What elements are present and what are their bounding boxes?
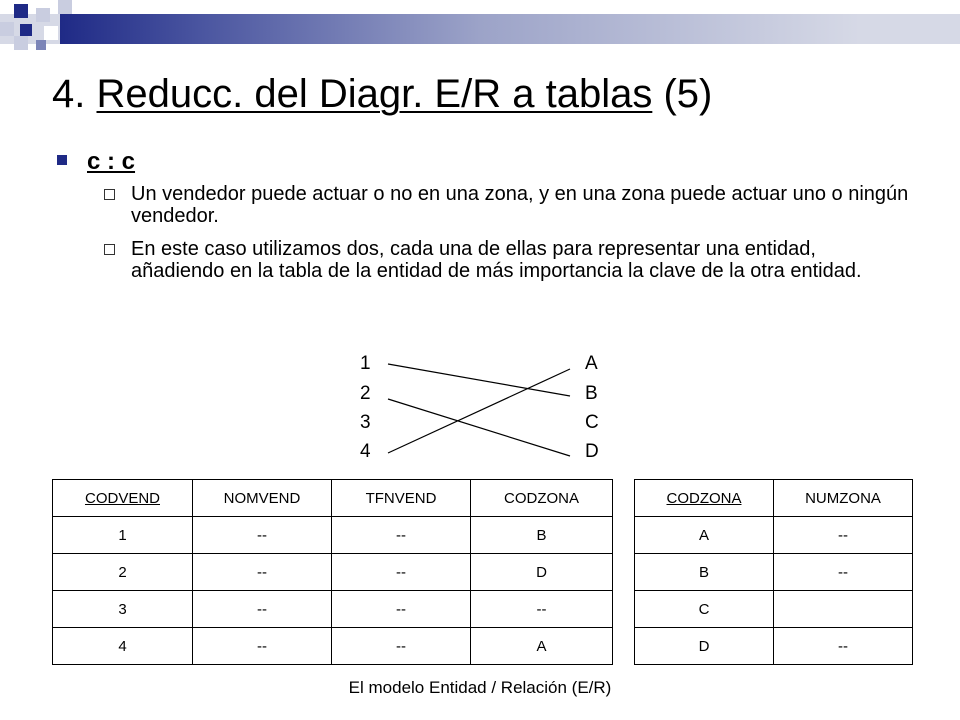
table-cell: -- — [332, 517, 471, 554]
link-1-B — [388, 364, 570, 396]
sub-bullet-text: Un vendedor puede actuar o no en una zona, y en una zona puede actuar uno o ningún vendedor. — [131, 183, 909, 227]
table-header-cell: TFNVEND — [332, 480, 471, 517]
table-row — [53, 591, 613, 628]
sub-bullet-text: En este caso utilizamos dos, cada una de ellas para representar una entidad, añadiendo en la tabla de la entidad de más importancia la clave de la otra entidad. — [131, 238, 862, 282]
zona-table — [634, 479, 913, 665]
map-left-item: 2 — [360, 383, 371, 404]
table-header-row — [635, 480, 913, 517]
map-right-item: C — [585, 412, 599, 433]
table-row — [635, 591, 913, 628]
table-cell: B — [471, 517, 613, 554]
table-cell: -- — [193, 591, 332, 628]
table-cell: 4 — [53, 628, 193, 665]
table-cell: -- — [332, 628, 471, 665]
table-cell: 3 — [53, 591, 193, 628]
table-row — [53, 517, 613, 554]
table-cell: A — [471, 628, 613, 665]
table-cell: -- — [332, 554, 471, 591]
map-left-item: 4 — [360, 441, 371, 462]
table-cell: -- — [471, 591, 613, 628]
table-cell: A — [635, 517, 774, 554]
table-row — [53, 628, 613, 665]
table-header-cell: NUMZONA — [774, 480, 913, 517]
table-cell: -- — [193, 554, 332, 591]
table-header-cell: NOMVEND — [193, 480, 332, 517]
table-cell: -- — [193, 517, 332, 554]
table-header-cell: CODZONA — [471, 480, 613, 517]
map-left-item: 3 — [360, 412, 371, 433]
table-header-row — [53, 480, 613, 517]
table-cell: -- — [193, 628, 332, 665]
table-cell: -- — [774, 554, 913, 591]
table-row — [53, 554, 613, 591]
table-cell: C — [635, 591, 774, 628]
table-row — [635, 554, 913, 591]
link-4-A — [388, 369, 570, 453]
title-main: Reducc. del Diagr. E/R a tablas — [96, 72, 653, 116]
table-row — [635, 628, 913, 665]
map-right-item: D — [585, 441, 599, 462]
bullet-heading-text: c : c — [87, 148, 136, 175]
table-cell: 1 — [53, 517, 193, 554]
table-cell: D — [635, 628, 774, 665]
table-cell: B — [635, 554, 774, 591]
map-left-item: 1 — [360, 353, 371, 374]
table-cell: D — [471, 554, 613, 591]
table-header-cell: CODZONA — [635, 480, 774, 517]
table-cell — [774, 591, 913, 628]
map-right-item: B — [585, 383, 598, 404]
table-row — [635, 517, 913, 554]
link-2-D — [388, 399, 570, 456]
title-number: 4. — [52, 72, 97, 116]
table-cell: -- — [774, 517, 913, 554]
slide-footer: El modelo Entidad / Relación (E/R) — [348, 678, 612, 697]
map-right-item: A — [585, 353, 598, 374]
table-cell: -- — [774, 628, 913, 665]
table-header-cell: CODVEND — [53, 480, 193, 517]
table-cell: 2 — [53, 554, 193, 591]
vendedor-table — [52, 479, 613, 665]
title-suffix: (5) — [652, 72, 713, 116]
table-cell: -- — [332, 591, 471, 628]
